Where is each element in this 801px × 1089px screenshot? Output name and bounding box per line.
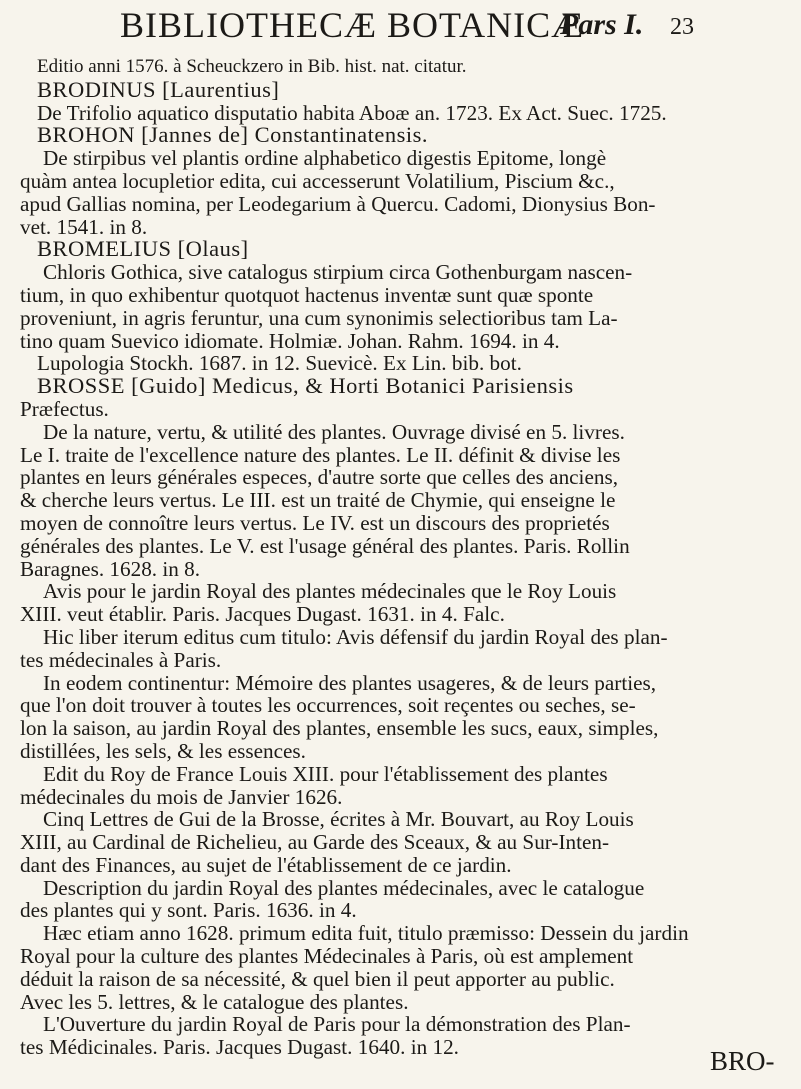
text-line: Hæc etiam anno 1628. primum edita fuit, titulo præmisso: Dessein du jardin	[43, 921, 689, 946]
text-line: Cinq Lettres de Gui de la Brosse, écrites à Mr. Bouvart, au Roy Louis	[43, 807, 634, 832]
text-line: quàm antea locupletior edita, cui accesserunt Volatilium, Piscium &c.,	[20, 168, 615, 193]
text-line: De stirpibus vel plantis ordine alphabetico digestis Epitome, longè	[43, 146, 607, 171]
text-line: Chloris Gothica, sive catalogus stirpium circa Gothenburgam nascen-	[43, 260, 633, 285]
text-line: Præfectus.	[20, 396, 109, 421]
text-line: De Trifolio aquatico disputatio habita Aboæ an. 1723. Ex Act. Suec. 1725.	[37, 100, 667, 125]
part-label: Pars I.	[560, 8, 644, 41]
entry-heading-brohon: BROHON [Jannes de] Constantinatensis.	[37, 122, 428, 148]
running-header	[40, 0, 740, 58]
catchword: BRO-	[710, 1046, 775, 1076]
text-line: Baragnes. 1628. in 8.	[20, 556, 201, 581]
text-line: tes Médicinales. Paris. Jacques Dugast. 1640. in 12.	[20, 1035, 459, 1060]
text-line: tino quam Suevico idiomate. Holmiæ. Johan. Rahm. 1694. in 4.	[20, 328, 560, 353]
text-line: Royal pour la culture des plantes Médecinales à Paris, où est amplement	[20, 944, 634, 969]
text-line: XIII, au Cardinal de Richelieu, au Garde des Sceaux, & au Sur-Inten-	[20, 830, 610, 855]
text-line: Editio anni 1576. à Scheuckzero in Bib. hist. nat. citatur.	[37, 56, 467, 77]
text-line: & cherche leurs vertus. Le III. est un traité de Chymie, qui enseigne le	[20, 488, 616, 513]
text-line: lon la saison, au jardin Royal des plantes, ensemble les sucs, eaux, simples,	[20, 716, 659, 741]
text-line: proveniunt, in agris feruntur, una cum synonimis selectioribus tam La-	[20, 305, 618, 330]
text-line: que l'on doit trouver à toutes les occurrences, soit reçentes ou seches, se-	[20, 693, 636, 718]
text-line: plantes en leurs générales especes, d'autre sorte que celles des anciens,	[20, 465, 618, 490]
text-line: apud Gallias nomina, per Leodegarium à Quercu. Cadomi, Dionysius Bon-	[20, 191, 656, 216]
text-line: Le I. traite de l'excellence nature des plantes. Le II. définit & divise les	[20, 442, 621, 467]
running-title: BIBLIOTHECÆ BOTANICÆ	[120, 5, 585, 45]
text-line: des plantes qui y sont. Paris. 1636. in 4.	[20, 898, 357, 923]
text-line: In eodem continentur: Mémoire des plantes usageres, & de leurs parties,	[43, 670, 657, 695]
entry-heading-bromelius: BROMELIUS [Olaus]	[37, 236, 249, 262]
text-line: tes médecinales à Paris.	[20, 647, 222, 672]
page-number: 23	[670, 14, 694, 40]
text-line: médecinales du mois de Janvier 1626.	[20, 784, 343, 809]
text-line: Avis pour le jardin Royal des plantes médecinales que le Roy Louis	[43, 579, 617, 604]
text-line: tium, in quo exhibentur quotquot hactenus inventæ sunt quæ sponte	[20, 282, 594, 307]
text-line: Lupologia Stockh. 1687. in 12. Suevicè. Ex Lin. bib. bot.	[37, 351, 522, 376]
text-line: Description du jardin Royal des plantes médecinales, avec le catalogue	[43, 875, 645, 900]
text-line: générales des plantes. Le V. est l'usage général des plantes. Paris. Rollin	[20, 533, 630, 558]
text-line: Hic liber iterum editus cum titulo: Avis défensif du jardin Royal des plan-	[43, 624, 668, 649]
text-line: L'Ouverture du jardin Royal de Paris pour la démonstration des Plan-	[43, 1012, 631, 1037]
body-text	[20, 56, 777, 1059]
text-line: vet. 1541. in 8.	[20, 214, 148, 239]
text-line: dant des Finances, au sujet de l'établissement de ce jardin.	[20, 852, 512, 877]
text-line: Avec les 5. lettres, & le catalogue des plantes.	[20, 989, 409, 1014]
text-line: De la nature, vertu, & utilité des plantes. Ouvrage divisé en 5. livres.	[43, 419, 625, 444]
entry-heading-brosse: BROSSE [Guido] Medicus, & Horti Botanici Parisiensis	[37, 373, 574, 399]
text-line: déduit la raison de sa nécessité, & quel bien il peut apporter au public.	[20, 966, 615, 991]
entry-heading-brodinus: BRODINUS [Laurentius]	[37, 76, 280, 102]
text-line: Edit du Roy de France Louis XIII. pour l'établissement des plantes	[43, 761, 608, 786]
text-line: moyen de connoître leurs vertus. Le IV. est un discours des proprietés	[20, 510, 610, 535]
text-line: XIII. veut établir. Paris. Jacques Dugast. 1631. in 4. Falc.	[20, 602, 505, 627]
text-line: distillées, les sels, & les essences.	[20, 738, 306, 763]
